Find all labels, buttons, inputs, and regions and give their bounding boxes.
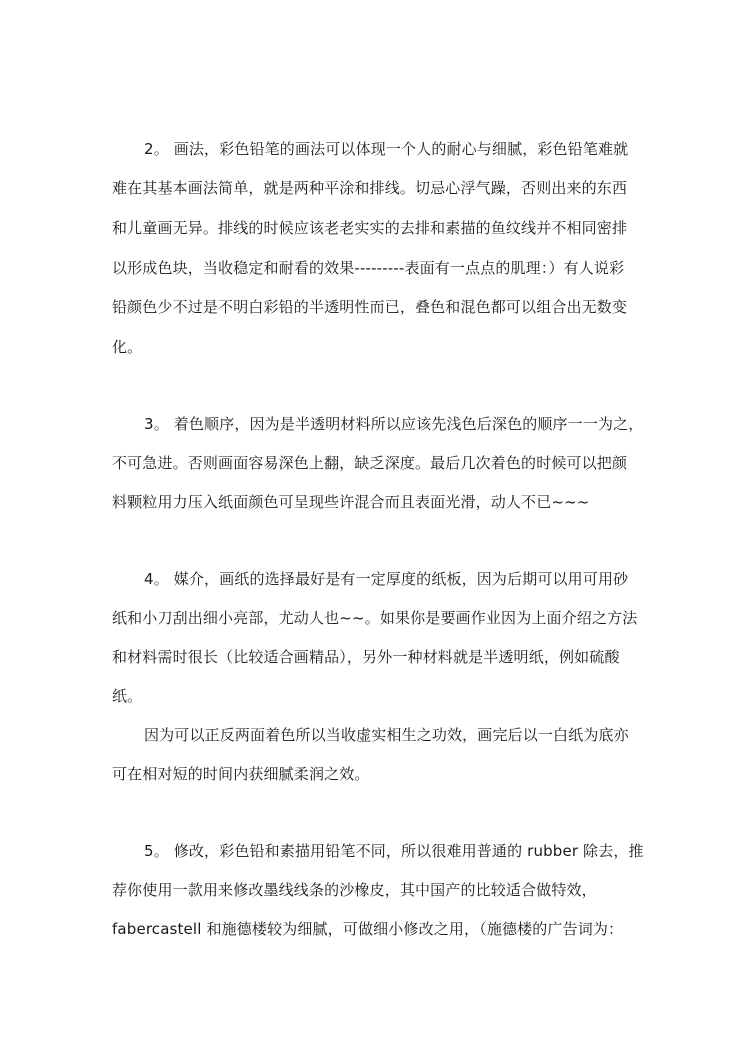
text-line: 和儿童画无异。排线的时候应该老老实实的去排和素描的鱼纹线并不相同密排 bbox=[112, 219, 628, 237]
text-line: 5。 修改，彩色铅和素描用铅笔不同，所以很难用普通的 rubber 除去，推 bbox=[144, 842, 644, 860]
text-line: 因为可以正反两面着色所以当收虚实相生之功效，画完后以一白纸为底亦 bbox=[144, 726, 629, 744]
text-line: 铅颜色少不过是不明白彩铅的半透明性而已，叠色和混色都可以组合出无数变 bbox=[112, 298, 628, 316]
text-line: 可在相对短的时间内获细腻柔润之效。 bbox=[112, 765, 370, 783]
text-line: 纸和小刀刮出细小亮部，尤动人也~~。如果你是要画作业因为上面介绍之方法 bbox=[112, 609, 638, 627]
text-line: fabercastell 和施德楼较为细腻，可做细小修改之用，（施德楼的广告词为： bbox=[112, 920, 624, 938]
text-line: 和材料需时很长（比较适合画精品），另外一种材料就是半透明纸，例如硫酸 bbox=[112, 648, 620, 666]
text-line: 难在其基本画法简单，就是两种平涂和排线。切忌心浮气躁，否则出来的东西 bbox=[112, 179, 628, 197]
text-line: 化。 bbox=[112, 338, 143, 356]
text-line: 荐你使用一款用来修改墨线线条的沙橡皮，其中国产的比较适合做特效， bbox=[112, 881, 597, 899]
text-line: 纸。 bbox=[112, 687, 143, 705]
text-line: 4。 媒介，画纸的选择最好是有一定厚度的纸板，因为后期可以用可用砂 bbox=[144, 570, 629, 588]
text-line: 不可急进。否则画面容易深色上翻，缺乏深度。最后几次着色的时候可以把颜 bbox=[112, 454, 628, 472]
text-line: 料颗粒用力压入纸面颜色可呈现些许混合而且表面光滑，动人不已~~~ bbox=[112, 493, 590, 511]
text-line: 以形成色块，当收稳定和耐看的效果---------表面有一点点的肌理：）有人说彩 bbox=[112, 259, 625, 277]
text-line: 3。 着色顺序，因为是半透明材料所以应该先浅色后深色的顺序一一为之， bbox=[144, 415, 644, 433]
text-line: 2。 画法，彩色铅笔的画法可以体现一个人的耐心与细腻，彩色铅笔难就 bbox=[144, 140, 629, 158]
